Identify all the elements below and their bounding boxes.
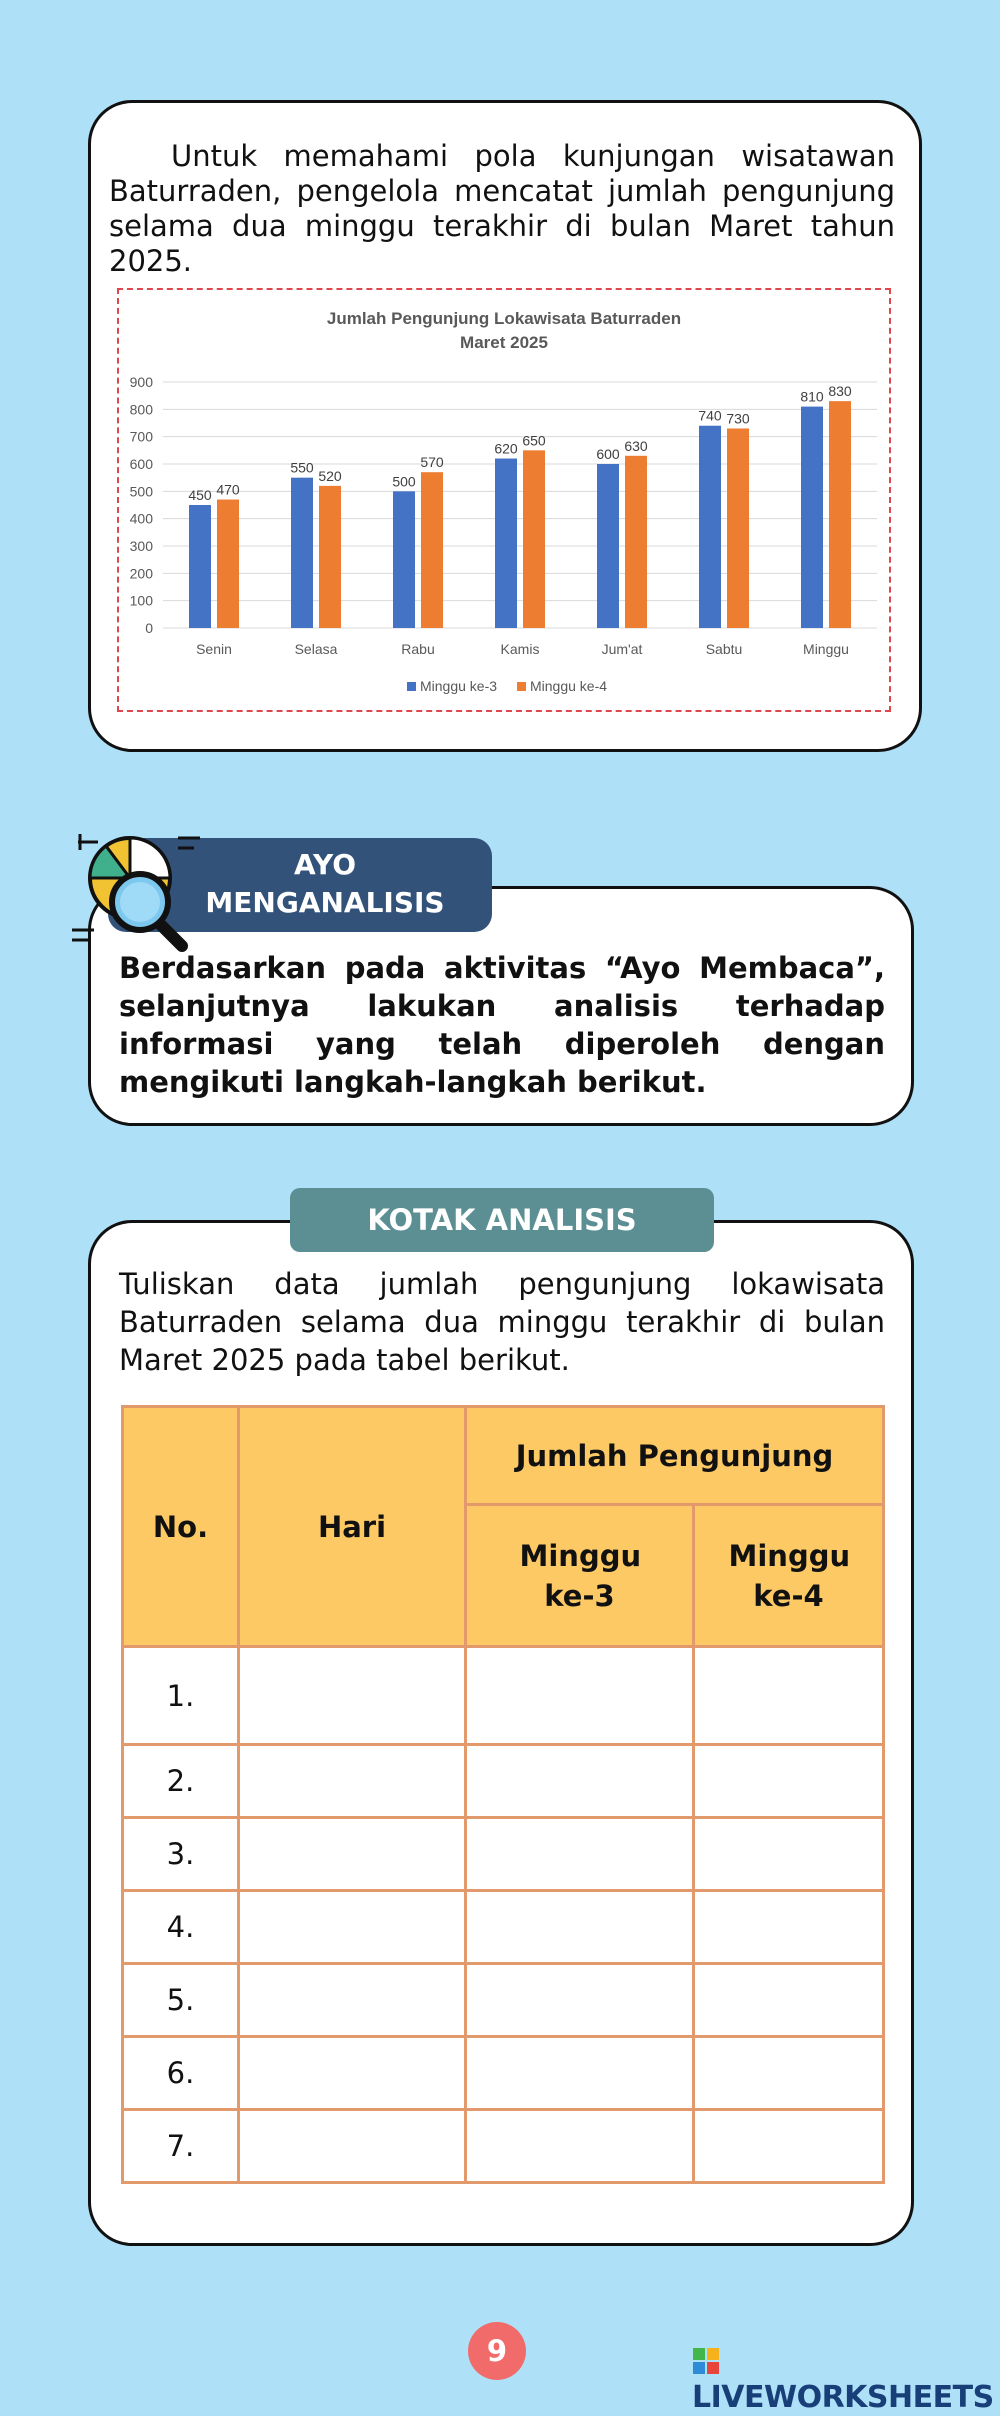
y-tick-label: 200: [129, 565, 153, 582]
minggu-4-cell[interactable]: [694, 1818, 884, 1891]
bar-minggu-3: [495, 459, 517, 628]
y-tick-label: 0: [145, 620, 153, 636]
x-tick-label: Sabtu: [705, 641, 743, 657]
minggu-3-cell[interactable]: [466, 1647, 694, 1745]
bar-minggu-3: [801, 407, 823, 628]
bar-minggu-3: [189, 505, 211, 628]
data-label: 630: [624, 437, 648, 454]
intro-text: Untuk memahami pola kunjungan wisatawan Baturraden, pengelola mencatat jumlah pengunjung selama dua minggu terakhir di bulan Maret tahun 2025.: [109, 139, 895, 278]
table-row: [123, 1818, 884, 1891]
legend-swatch: [407, 682, 416, 691]
hari-cell[interactable]: [239, 2110, 466, 2183]
table-row: [123, 2110, 884, 2183]
hari-cell[interactable]: [239, 1964, 466, 2037]
hari-cell[interactable]: [239, 1745, 466, 1818]
visitor-bar-chart: [119, 290, 889, 710]
chart-frame: [117, 288, 891, 712]
minggu-3-cell[interactable]: [466, 1891, 694, 1964]
x-tick-label: Jum'at: [601, 641, 643, 657]
y-tick-label: 100: [129, 592, 153, 609]
data-label: 570: [420, 454, 444, 471]
header-hari: Hari: [239, 1407, 466, 1647]
bar-minggu-4: [625, 456, 647, 628]
page-number: 9: [468, 2322, 526, 2380]
table-row: [123, 2037, 884, 2110]
data-label: 600: [596, 446, 620, 462]
y-tick-label: 500: [129, 483, 153, 500]
minggu-4-cell[interactable]: [694, 1891, 884, 1964]
table-row: [123, 1745, 884, 1818]
minggu-3-cell[interactable]: [466, 2110, 694, 2183]
intro-card: [88, 100, 922, 752]
minggu-3-cell[interactable]: [466, 1818, 694, 1891]
banner-line1: AYO: [293, 848, 357, 881]
bar-minggu-4: [217, 500, 239, 628]
table-row: [123, 1964, 884, 2037]
x-tick-label: Minggu: [803, 641, 849, 657]
table-row: [123, 1647, 884, 1745]
table-row: [123, 1891, 884, 1964]
bar-minggu-4: [319, 486, 341, 628]
liveworksheets-logo-icon: [692, 2347, 720, 2375]
header-minggu-3-label: Minggu ke-3: [519, 1538, 642, 1613]
minggu-4-cell[interactable]: [694, 2110, 884, 2183]
hari-cell[interactable]: [239, 1891, 466, 1964]
row-number: 6.: [123, 2037, 239, 2110]
data-label: 550: [290, 459, 314, 476]
hari-cell[interactable]: [239, 1647, 466, 1745]
minggu-4-cell[interactable]: [694, 1964, 884, 2037]
data-label: 740: [698, 407, 722, 424]
x-tick-label: Selasa: [294, 641, 338, 657]
data-label: 470: [216, 481, 240, 498]
y-tick-label: 300: [129, 538, 153, 554]
bar-minggu-3: [597, 464, 619, 628]
row-number: 3.: [123, 1818, 239, 1891]
row-number: 7.: [123, 2110, 239, 2183]
chart-title: Jumlah Pengunjung Lokawisata Baturraden: [326, 309, 682, 328]
liveworksheets-brand[interactable]: [692, 2344, 1000, 2415]
kotak-instruction: Tuliskan data jumlah pengunjung lokawisata Baturraden selama dua minggu terakhir di bulan Maret 2025 pada tabel berikut.: [119, 1267, 885, 1377]
header-no: No.: [123, 1407, 239, 1647]
kotak-analisis-label: KOTAK ANALISIS: [290, 1188, 714, 1252]
bar-minggu-4: [727, 428, 749, 628]
minggu-4-cell[interactable]: [694, 2037, 884, 2110]
bar-minggu-4: [421, 472, 443, 628]
data-label: 450: [188, 487, 212, 503]
bar-minggu-3: [393, 491, 415, 628]
bar-minggu-3: [699, 426, 721, 628]
header-minggu-4-label: Minggu ke-4: [728, 1538, 851, 1613]
kotak-analisis-card: [88, 1220, 914, 2246]
legend-swatch: [517, 682, 526, 691]
banner-line2: MENGANALISIS: [205, 886, 445, 919]
data-label: 810: [800, 388, 824, 405]
data-label: 730: [726, 410, 750, 427]
bar-minggu-4: [829, 401, 851, 628]
analysis-text: Berdasarkan pada aktivitas “Ayo Membaca”, selanjutnya lakukan analisis terhadap informasi yang telah diperoleh dengan mengikuti langkah-langkah berikut.: [119, 951, 885, 1099]
minggu-4-cell[interactable]: [694, 1745, 884, 1818]
minggu-3-cell[interactable]: [466, 1964, 694, 2037]
x-tick-label: Kamis: [500, 641, 540, 657]
y-tick-label: 900: [129, 374, 153, 390]
y-tick-label: 600: [129, 456, 153, 472]
bar-minggu-3: [291, 478, 313, 628]
row-number: 1.: [123, 1647, 239, 1745]
data-label: 650: [522, 432, 546, 449]
chart-subtitle: Maret 2025: [460, 333, 548, 352]
x-tick-label: Rabu: [401, 641, 435, 657]
row-number: 5.: [123, 1964, 239, 2037]
y-tick-label: 700: [129, 428, 153, 445]
y-tick-label: 800: [129, 401, 153, 418]
row-number: 2.: [123, 1745, 239, 1818]
minggu-3-cell[interactable]: [466, 1745, 694, 1818]
analysis-magnifier-icon: [70, 826, 206, 960]
hari-cell[interactable]: [239, 1818, 466, 1891]
header-minggu-3: [466, 1505, 694, 1647]
row-number: 4.: [123, 1891, 239, 1964]
data-label: 520: [318, 467, 342, 484]
y-tick-label: 400: [129, 510, 153, 527]
minggu-4-cell[interactable]: [694, 1647, 884, 1745]
bar-minggu-4: [523, 450, 545, 628]
data-label: 500: [392, 473, 416, 490]
hari-cell[interactable]: [239, 2037, 466, 2110]
visitor-table: [121, 1405, 885, 2184]
brand-text: LIVEWORKSHEETS: [692, 2380, 994, 2415]
legend-label: Minggu ke-4: [530, 678, 608, 694]
header-minggu-4: [694, 1505, 884, 1647]
x-tick-label: Senin: [196, 641, 232, 657]
data-label: 830: [828, 383, 852, 400]
minggu-3-cell[interactable]: [466, 2037, 694, 2110]
legend-label: Minggu ke-3: [420, 678, 498, 694]
data-label: 620: [494, 440, 518, 457]
header-jumlah: Jumlah Pengunjung: [466, 1407, 884, 1505]
